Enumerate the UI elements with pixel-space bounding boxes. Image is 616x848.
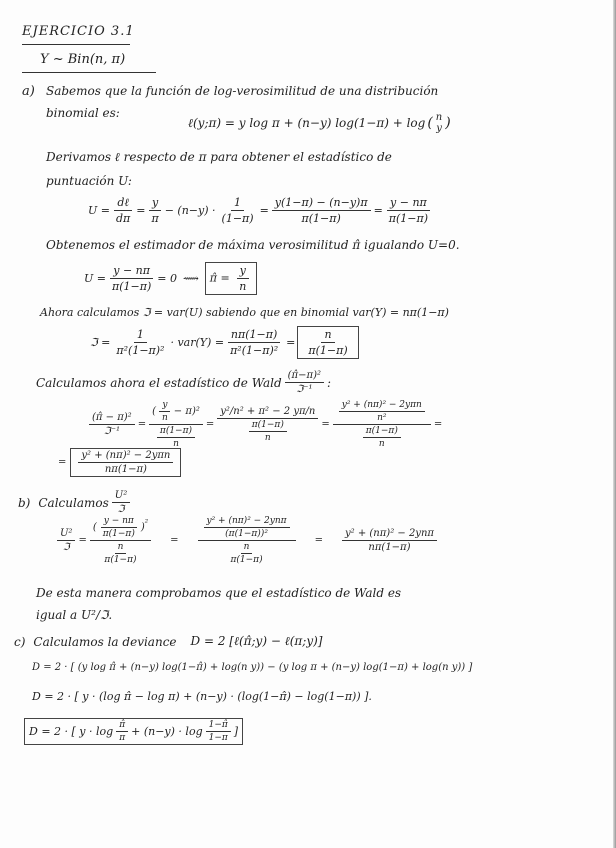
part-b-conclusion-1: De esta manera comprobamos que el estadístico de Wald es: [36, 586, 402, 600]
wald-derivation: $\frac{\text{(π̂ − π)²}}{\text{ℑ⁻¹}}$ = ( $\frac{y}{n}$ − π)² $\frac{\pi(1-\pi)}{n}$ = $\frac{\text{y²/n² + π² − 2 yπ/n}}{\frac{\pi(1-\pi)}{n}}$ = $\frac{\frac{\text{y² + (nπ)² − 2yπn}}{\text{n²}}}{\frac{\pi(1-\pi)}{n}}$ =: [86, 400, 442, 449]
wald-colon: :: [327, 375, 332, 390]
s1-num-a: y − nπ: [101, 516, 137, 528]
b-eq-3: =: [314, 535, 323, 546]
deviance-line-2: D = 2 · [ y · (log π̂ − log π) + (n−y) · (log(1−π̂) − log(1−π)) ].: [32, 690, 372, 703]
pihat-lhs: π̂ =: [209, 271, 230, 285]
part-a-line-1: Sabemos que la función de log-verosimilitud de una distribución: [46, 84, 439, 98]
mid-den: π(1−π): [301, 212, 341, 225]
w2-sq: )²: [191, 406, 200, 417]
j-g-den: π²(1−π)²: [230, 344, 279, 357]
part-b-label: b): [18, 495, 31, 510]
j-h-den: π(1−π): [308, 344, 348, 357]
s2-den-num: n: [241, 542, 253, 554]
b-eq-2: =: [170, 535, 179, 546]
wald-den: ℑ⁻¹: [296, 384, 313, 395]
l3-lead: D = 2 · [ y · log: [29, 725, 114, 738]
title-underline: [22, 44, 130, 45]
b-lhs-num: U²: [57, 528, 75, 541]
s3-den: nπ(1−π): [368, 542, 411, 553]
deviance-definition: D = 2 [ℓ(π̂;y) − ℓ(π;y)]: [190, 634, 323, 648]
s1-den-den: π(1−π): [104, 555, 137, 565]
binom-top: n: [435, 112, 443, 123]
w2-inner-num: y: [159, 400, 170, 412]
l3-f2-num: 1−π̂: [206, 720, 231, 732]
u-eq: U =: [84, 272, 106, 285]
eq-1: =: [136, 204, 146, 217]
w2-den-den: n: [173, 439, 179, 449]
mle-result-box: [205, 262, 258, 295]
w5-lead: =: [58, 457, 67, 468]
minus-n-minus-y: − (n−y) ·: [164, 204, 216, 217]
w3-den-num: π(1−π): [249, 420, 287, 432]
j-g-num: nπ(1−π): [228, 328, 280, 343]
pihat-num: y: [237, 264, 249, 279]
part-b-derivation: $\frac{\text{U²}}{\text{ℑ}}$ = ( $\frac{y - n\pi}{\pi(1-\pi)}$ )$^{^2}$ $\frac{n}{\pi(1-\pi)}$ = $\frac{\frac{\text{y² + (nπ)² − 2ynπ}}{\text{(π(1−π))²}}}{\frac{n}{\pi(1-\pi)}}$ = $\frac{\text{y² + (nπ)² − 2ynπ}}{n\pi(1-\pi)}$: [54, 516, 440, 565]
b-lhs-den: ℑ: [62, 542, 70, 553]
w4-num-bot: n²: [377, 413, 387, 423]
score-formula: [88, 196, 434, 225]
l3-end: ]: [233, 725, 239, 738]
part-c-heading: [14, 634, 322, 649]
binom-bottom: y: [436, 123, 442, 134]
info-result-box: [297, 326, 358, 359]
info-text: Ahora calculamos ℑ = var(U) sabiendo que en binomial var(Y) = nπ(1−π): [40, 306, 449, 319]
derive-text-1: Derivamos ℓ respecto de π para obtener el estadístico de: [46, 150, 392, 164]
l3-mid: + (n−y) · log: [131, 725, 203, 738]
w3-num: y²/n² + π² − 2 yπ/n: [217, 406, 318, 419]
model-definition: Y ~ Bin(n, π): [40, 52, 126, 67]
w2-inner-den: n: [162, 413, 168, 423]
dl-num: dℓ: [114, 196, 132, 211]
pihat-den: n: [239, 280, 247, 293]
model-underline: [22, 72, 156, 73]
part-c-label: c): [14, 634, 26, 649]
s2-num-b: (π(1−π))²: [225, 529, 268, 539]
s3-num: y² + (nπ)² − 2ynπ: [342, 528, 437, 541]
wald-num: (π̂−π)²: [285, 370, 324, 383]
l3-f2-den: 1−π: [208, 733, 228, 743]
pi-den: π: [151, 212, 159, 225]
score-lhs: U =: [88, 204, 110, 217]
s1-den-num: n: [115, 542, 127, 554]
mle-formula: [84, 262, 257, 295]
mid-num: y(1−π) − (n−y)π: [272, 196, 371, 211]
w4-den-num: π(1−π): [363, 426, 401, 438]
y-num: y: [149, 196, 161, 211]
squiggle-arrow: ⟿: [182, 272, 199, 285]
w4-den-den: n: [378, 439, 385, 449]
j-var: · var(Y) =: [170, 336, 225, 349]
j-lhs: ℑ =: [90, 336, 111, 349]
loglik-formula: ℓ(y;π) = y log π + (n−y) log(1−π) + log ( n y ): [188, 112, 451, 134]
wald-result-box: [70, 448, 181, 477]
mle-num: y − nπ: [110, 264, 153, 279]
s1-num-b: π(1−π): [102, 529, 135, 539]
fin-den: π(1−π): [388, 212, 429, 225]
w2-minus: − π: [173, 406, 192, 417]
loglik-expression: ℓ(y;π) = y log π + (n−y) log(1−π) + log: [188, 115, 426, 130]
exercise-title: EJERCICIO 3.1: [22, 24, 135, 39]
part-b-conclusion-2: igual a U²/ℑ.: [36, 608, 113, 622]
part-a-line-2: binomial es:: [46, 106, 120, 120]
part-a-label: a): [22, 84, 35, 99]
one-num: 1: [231, 196, 244, 211]
j-f-num: 1: [134, 328, 147, 343]
deviance-result-box: [24, 718, 243, 745]
b-ratio-num: U²: [112, 490, 130, 503]
deviance-result: [24, 718, 243, 745]
l3-f1-num: π̂: [116, 720, 128, 732]
deviance-line-1: D = 2 · [ (y log π̂ + (n−y) log(1−π̂) + log(n y)) − (y log π + (n−y) log(1−π) + log(n y)) ]: [32, 662, 473, 673]
w1-den: ℑ⁻¹: [103, 426, 120, 437]
dl-den: dπ: [115, 212, 131, 225]
mle-text: Obtenemos el estimador de máxima verosimilitud π̂ igualando U=0.: [46, 238, 460, 252]
part-b-heading: [18, 490, 133, 515]
eq-2: =: [259, 204, 269, 217]
s2-num: y² + (nπ)² − 2ynπ: [204, 516, 290, 528]
part-b-text: Calculamos: [38, 495, 109, 510]
j-f-den: π²(1−π)²: [116, 344, 165, 357]
mle-den: π(1−π): [111, 280, 152, 293]
fin-num: y − nπ: [387, 196, 430, 211]
s1-sq: ²: [144, 517, 149, 528]
w5-den: nπ(1−π): [104, 464, 147, 475]
l3-f1-den: π: [119, 733, 126, 743]
b-eq-1: =: [78, 535, 87, 546]
eq-zero: = 0: [157, 272, 177, 285]
w1-num: (π̂ − π)²: [89, 412, 135, 425]
info-formula: ℑ = $\frac{1}{\text{π²(1−π)²}}$ · var(Y) = $\frac{n\pi(1-\pi)}{\text{π²(1−π)²}}$ = $\frac{n}{\pi(1-\pi)}$: [90, 326, 359, 359]
w5-num: y² + (nπ)² − 2yπn: [78, 450, 173, 463]
w2-den-num: π(1−π): [157, 426, 195, 438]
s2-den-den: π(1−π): [230, 555, 263, 565]
wald-text-row: [36, 370, 331, 395]
w4-num-top: y² + (nπ)² − 2yπn: [339, 400, 425, 412]
one-minus-pi-den: (1−π): [221, 212, 254, 225]
part-c-text: Calculamos la deviance: [33, 634, 177, 649]
w3-den-den: n: [264, 433, 271, 443]
j-h-num: n: [321, 328, 334, 343]
wald-text: Calculamos ahora el estadístico de Wald: [36, 375, 282, 390]
derive-text-2: puntuación U:: [46, 174, 132, 188]
eq-3: =: [373, 204, 383, 217]
w4-tail: =: [433, 419, 443, 430]
wald-result-row: [58, 448, 181, 477]
b-ratio-den: ℑ: [117, 504, 125, 515]
